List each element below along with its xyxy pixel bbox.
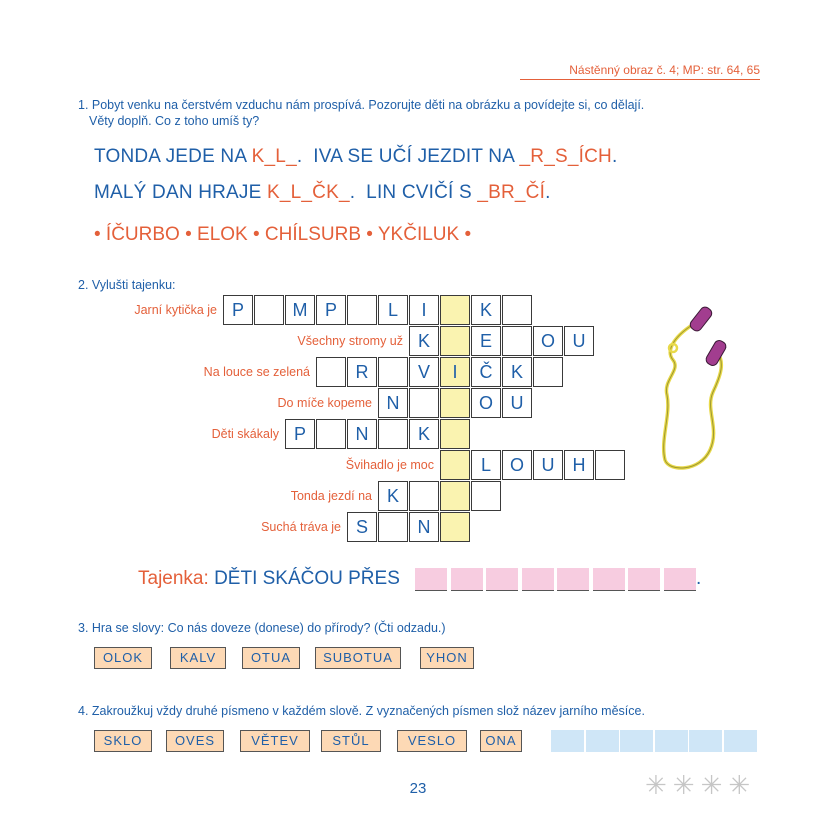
tajenka-blank[interactable] [522,568,554,591]
crossword-cell: O [502,450,532,480]
crossword-cell[interactable] [409,481,439,511]
crossword-cell: U [533,450,563,480]
crossword-cell: N [347,419,377,449]
crossword-cell: O [533,326,563,356]
crossword-cell: L [471,450,501,480]
crossword-cell: S [347,512,377,542]
word-box[interactable]: VESLO [397,730,467,752]
tajenka-blank[interactable] [486,568,518,591]
crossword-cell[interactable] [502,295,532,325]
tajenka-text: DĚTI SKÁČOU PŘES [214,568,400,589]
crossword-clue: Jarní kytička je [134,303,217,317]
crossword-cell: P [285,419,315,449]
crossword-cell: K [502,357,532,387]
crossword-cell[interactable] [378,419,408,449]
crossword-cell[interactable] [378,357,408,387]
tajenka-label: Tajenka: [138,568,209,589]
tajenka-end: . [696,568,702,589]
line1-segment: _R_S_ÍCH [519,146,612,167]
crossword-cell: K [378,481,408,511]
crossword-clue: Tonda jezdí na [290,489,372,503]
tajenka-blank[interactable] [593,568,625,591]
crossword-cell[interactable] [471,481,501,511]
word-box: SUBOTUA [315,647,401,669]
crossword-cell: P [223,295,253,325]
crossword-cell: N [378,388,408,418]
line2-segment: K_L_ČK_ [266,182,350,203]
crossword-key-cell[interactable] [440,481,470,511]
task1-instruction-line1: 1. Pobyt venku na čerstvém vzduchu nám prospívá. Pozorujte děti na obrázku a povídejte si, co dělají. [78,98,645,112]
crossword-cell[interactable] [409,388,439,418]
crossword-cell[interactable] [378,512,408,542]
crossword-cell: I [409,295,439,325]
sentence-line-1 [94,146,617,168]
crossword-cell[interactable] [254,295,284,325]
month-letter-blank[interactable] [689,730,722,752]
sentence-line-2 [94,182,551,204]
tajenka-blank[interactable] [451,568,483,591]
line2-segment: MALÝ DAN HRAJE [94,182,267,203]
word-box[interactable]: VĚTEV [240,730,310,752]
month-letter-blank[interactable] [551,730,584,752]
crossword-cell: U [502,388,532,418]
crossword-cell[interactable] [347,295,377,325]
tajenka-blank[interactable] [628,568,660,591]
crossword-cell: U [564,326,594,356]
tajenka-blank[interactable] [557,568,589,591]
crossword-clue: Švihadlo je moc [345,458,434,472]
crossword-key-cell: I [440,357,470,387]
crossword-key-cell[interactable] [440,450,470,480]
line2-segment: _BR_ČÍ [477,182,546,203]
word-box: YHON [420,647,474,669]
crossword-cell: E [471,326,501,356]
crossword-cell: Č [471,357,501,387]
crossword-cell: N [409,512,439,542]
tajenka-blank[interactable] [415,568,447,591]
crossword-cell: K [409,419,439,449]
crossword-clue: Všechny stromy už [297,334,403,348]
month-letter-blank[interactable] [586,730,619,752]
crossword-cell: O [471,388,501,418]
word-box: OTUA [242,647,300,669]
line2-segment: . LIN CVIČÍ S [349,182,478,203]
word-box[interactable]: ONA [480,730,522,752]
crossword-cell[interactable] [595,450,625,480]
crossword-clue: Na louce se zelená [203,365,310,379]
crossword-cell[interactable] [533,357,563,387]
crossword-cell: V [409,357,439,387]
crossword-cell: K [409,326,439,356]
task4-instruction: 4. Zakroužkuj vždy druhé písmeno v každém slově. Z vyznačených písmen slož název jarního měsíce. [78,704,645,718]
crossword-cell: R [347,357,377,387]
crossword-cell: H [564,450,594,480]
scrambled-words: • ÍČURBO • ELOK • CHÍLSURB • YKČILUK • [94,224,472,245]
line1-segment: . IVA SE UČÍ JEZDIT NA [296,146,520,167]
crossword-key-cell[interactable] [440,388,470,418]
month-letter-blank[interactable] [655,730,688,752]
crossword-clue: Do míče kopeme [277,396,372,410]
crossword-key-cell[interactable] [440,295,470,325]
crossword-cell: K [471,295,501,325]
crossword-clue: Suchá tráva je [261,520,341,534]
task1-instruction-line2: Věty doplň. Co z toho umíš ty? [89,114,260,128]
word-box[interactable]: STŮL [321,730,381,752]
task2-instruction: 2. Vylušti tajenku: [78,278,176,292]
word-box[interactable]: SKLO [94,730,152,752]
crossword-cell[interactable] [502,326,532,356]
line1-segment: . [611,146,618,167]
task3-instruction: 3. Hra se slovy: Co nás doveze (donese) do přírody? (Čti odzadu.) [78,621,446,635]
word-box: OLOK [94,647,152,669]
jump-rope-icon [655,300,735,475]
crossword-key-cell[interactable] [440,326,470,356]
month-letter-blank[interactable] [724,730,757,752]
page-number: 23 [409,780,427,797]
tajenka-line [138,568,400,590]
star-icons: ✳✳✳✳ [645,770,757,800]
task1-instruction [78,97,644,129]
line1-segment: TONDA JEDE NA [94,146,252,167]
line1-segment: K_L_ [251,146,297,167]
crossword-cell[interactable] [316,357,346,387]
crossword-cell: P [316,295,346,325]
crossword-cell[interactable] [316,419,346,449]
line2-segment: . [545,182,551,203]
reference-note: Nástěnný obraz č. 4; MP: str. 64, 65 [520,63,760,80]
crossword-clue: Děti skákaly [211,427,279,441]
month-letter-blank[interactable] [620,730,653,752]
word-box: KALV [170,647,226,669]
crossword-key-cell[interactable] [440,419,470,449]
crossword-key-cell[interactable] [440,512,470,542]
tajenka-blank[interactable] [664,568,696,591]
crossword-cell: M [285,295,315,325]
crossword-cell: L [378,295,408,325]
word-box[interactable]: OVES [166,730,224,752]
